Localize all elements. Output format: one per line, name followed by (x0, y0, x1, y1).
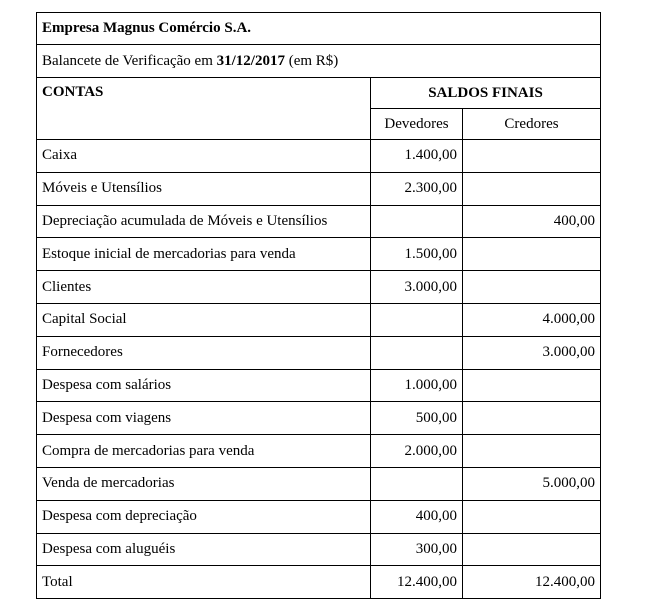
table-row (37, 533, 601, 566)
credit-value (463, 402, 601, 435)
total-debit: 12.400,00 (371, 566, 463, 599)
credit-value (463, 500, 601, 533)
debit-value: 1.500,00 (371, 238, 463, 271)
table-row (37, 172, 601, 205)
report-date: 31/12/2017 (216, 52, 285, 69)
account-name: Despesa com salários (37, 369, 371, 402)
company-row (37, 13, 601, 45)
debit-value (371, 303, 463, 336)
table-row (37, 238, 601, 271)
total-section (37, 566, 601, 599)
credit-column-header: Credores (463, 109, 601, 140)
credit-value (463, 140, 601, 173)
credit-value (463, 369, 601, 402)
final-balances-header: SALDOS FINAIS (371, 78, 601, 109)
credit-value: 3.000,00 (463, 336, 601, 369)
trial-balance-table (36, 12, 601, 599)
debit-value: 500,00 (371, 402, 463, 435)
column-header-row (37, 78, 601, 109)
credit-value (463, 435, 601, 468)
total-label: Total (37, 566, 371, 599)
account-name: Depreciação acumulada de Móveis e Utensílios (37, 205, 371, 238)
account-name: Capital Social (37, 303, 371, 336)
trial-balance-document (36, 12, 600, 599)
table-row (37, 336, 601, 369)
table-row (37, 402, 601, 435)
credit-value: 400,00 (463, 205, 601, 238)
account-name: Despesa com aluguéis (37, 533, 371, 566)
debit-value: 2.300,00 (371, 172, 463, 205)
table-body (37, 13, 601, 140)
credit-value (463, 271, 601, 304)
account-name: Fornecedores (37, 336, 371, 369)
table-row (37, 435, 601, 468)
account-name: Clientes (37, 271, 371, 304)
table-row (37, 303, 601, 336)
account-name: Venda de mercadorias (37, 467, 371, 500)
debit-value: 400,00 (371, 500, 463, 533)
credit-value: 5.000,00 (463, 467, 601, 500)
debit-value (371, 467, 463, 500)
subtitle-prefix: Balancete de Verificação em (42, 52, 217, 69)
total-row (37, 566, 601, 599)
company-name: Empresa Magnus Comércio S.A. (37, 13, 601, 45)
debit-value: 2.000,00 (371, 435, 463, 468)
credit-value (463, 238, 601, 271)
credit-value: 4.000,00 (463, 303, 601, 336)
table-row (37, 140, 601, 173)
account-name: Compra de mercadorias para venda (37, 435, 371, 468)
debit-value (371, 205, 463, 238)
account-rows (37, 140, 601, 566)
table-row (37, 205, 601, 238)
credit-value (463, 172, 601, 205)
account-name: Despesa com depreciação (37, 500, 371, 533)
report-subtitle (37, 45, 601, 78)
credit-value (463, 533, 601, 566)
debit-value: 1.000,00 (371, 369, 463, 402)
debit-column-header: Devedores (371, 109, 463, 140)
debit-value: 1.400,00 (371, 140, 463, 173)
debit-value: 300,00 (371, 533, 463, 566)
account-name: Móveis e Utensílios (37, 172, 371, 205)
accounts-column-header: CONTAS (37, 78, 371, 140)
subtitle-row (37, 45, 601, 78)
account-name: Despesa com viagens (37, 402, 371, 435)
account-name: Estoque inicial de mercadorias para venda (37, 238, 371, 271)
subtitle-suffix: (em R$) (284, 52, 339, 69)
table-row (37, 500, 601, 533)
account-name: Caixa (37, 140, 371, 173)
total-credit: 12.400,00 (463, 566, 601, 599)
table-row (37, 467, 601, 500)
debit-value: 3.000,00 (371, 271, 463, 304)
table-row (37, 369, 601, 402)
table-row (37, 271, 601, 304)
debit-value (371, 336, 463, 369)
